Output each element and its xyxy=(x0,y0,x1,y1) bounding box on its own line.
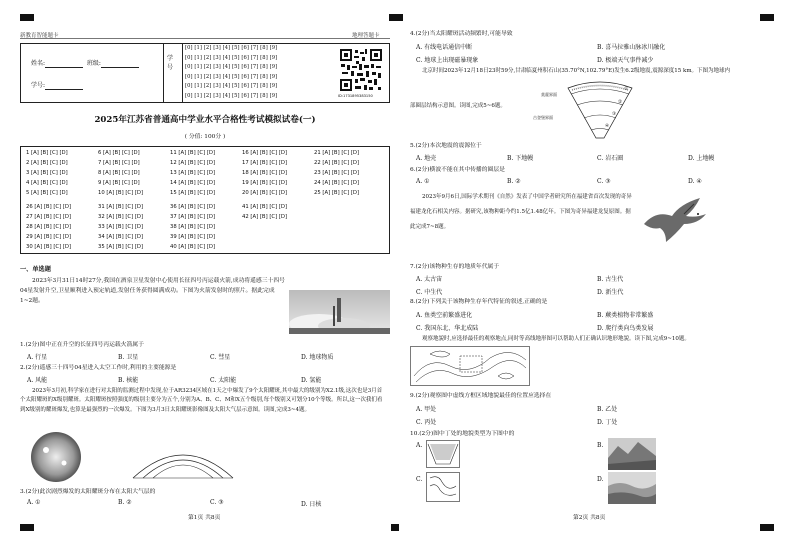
answer-bubble-row[interactable]: 4 [A] [B] [C] [D] xyxy=(26,180,68,186)
answer-bubble-row[interactable]: 39 [A] [B] [C] [D] xyxy=(170,234,216,240)
section-heading: 一、单选题 xyxy=(20,266,51,273)
name-label: 姓名: xyxy=(31,60,46,67)
layer-2-label: ② xyxy=(618,100,623,105)
digit-row[interactable]: [0] [1] [2] [3] [4] [5] [6] [7] [8] [9] xyxy=(185,83,278,90)
answer-bubble-row[interactable]: 3 [A] [B] [C] [D] xyxy=(26,170,68,176)
answer-bubble-grid[interactable] xyxy=(20,146,390,254)
digit-row[interactable]: [0] [1] [2] [3] [4] [5] [6] [7] [8] [9] xyxy=(185,45,278,51)
q8-option-d[interactable]: D. 爬行类向鸟类发展 xyxy=(597,325,654,332)
answer-bubble-row[interactable]: 1 [A] [B] [C] [D] xyxy=(26,150,68,156)
question-4: 4.(2分)当太阳耀斑活动频繁时,可能导致 xyxy=(410,31,513,37)
q6-option-c[interactable]: C. ③ xyxy=(597,178,611,185)
question-8: 8.(2分)下列关于该物种生存年代特征的叙述,正确的是 xyxy=(410,299,548,305)
exam-no-label: 学号: xyxy=(31,82,46,89)
exam-no-field[interactable] xyxy=(45,83,83,90)
q5-option-b[interactable]: B. 下地幔 xyxy=(507,155,534,162)
q4-option-c[interactable]: C. 地球上出现磁暴现象 xyxy=(416,57,479,64)
answer-bubble-row[interactable]: 28 [A] [B] [C] [D] xyxy=(26,224,72,230)
question-6: 6.(2分)横波不能在其中传播的圈层是 xyxy=(410,167,505,173)
registration-mark-bottom-left xyxy=(20,524,34,531)
q10-option-d[interactable]: D. xyxy=(597,476,604,483)
answer-bubble-row[interactable]: 7 [A] [B] [C] [D] xyxy=(98,160,140,166)
q1-option-b[interactable]: B. 卫星 xyxy=(118,354,139,361)
q6-option-a[interactable]: A. ① xyxy=(416,178,430,185)
q6-option-b[interactable]: B. ② xyxy=(507,178,521,185)
name-field[interactable] xyxy=(45,61,83,68)
q8-option-b[interactable]: B. 蕨类植物非常繁盛 xyxy=(597,312,654,319)
solar-flare-image xyxy=(20,430,92,484)
passage-solar-flare: 2023年3月初,科学家在进行对太阳的监测过程中发现,位于AR3234区域在1天之中爆发了9个太阳耀斑,其中最大的级别为X2.1级,这次也是3月首个太阳耀斑的X级别耀斑。太阳耀斑按照强度的级别主要分为五个,分别为A、B、C、M和X五个级别,每个级别又可划分10个等级。所以,这一次我们看到X级别的耀斑爆发,也算是最强烈的一次爆发。下图为3月3日太阳耀斑影像图及太阳大气层示意图。读图,完成3~4题。 xyxy=(20,388,383,413)
answer-bubble-row[interactable]: 35 [A] [B] [C] [D] xyxy=(98,244,144,250)
layer-1-label: ① xyxy=(624,87,629,92)
student-number-bubbles[interactable] xyxy=(185,44,277,102)
q3-option-b[interactable]: B. ② xyxy=(118,499,132,506)
q7-option-c[interactable]: C. 中生代 xyxy=(416,289,443,296)
passage-rocket: 2023年3月31日14时27分,我国在酒泉卫星发射中心使用长征四号丙运载火箭,成功将遥感三十四号04星发射升空,卫星顺利进入预定轨道,发射任务获得圆满成功。下图为火箭发射时的照片。据此完成1~2题。 xyxy=(20,278,285,304)
header-divider xyxy=(20,38,390,39)
q5-option-a[interactable]: A. 地壳 xyxy=(416,155,437,162)
q8-option-c[interactable]: C. 我国东北、华北成陆 xyxy=(416,325,479,332)
answer-bubble-row[interactable]: 34 [A] [B] [C] [D] xyxy=(98,234,144,240)
q4-option-b[interactable]: B. 喜马拉雅山脉冰川融化 xyxy=(597,44,666,51)
q2-option-a[interactable]: A. 风能 xyxy=(27,377,48,384)
answer-bubble-row[interactable]: 16 [A] [B] [C] [D] xyxy=(242,150,288,156)
q5-option-c[interactable]: C. 岩石圈 xyxy=(597,155,624,162)
answer-bubble-row[interactable]: 29 [A] [B] [C] [D] xyxy=(26,234,72,240)
registration-mark-top-right xyxy=(760,14,774,21)
fujianvenator-image xyxy=(636,192,714,248)
question-9: 9.(2分)观察图中虚线方框区域地貌最佳的位置应选择在 xyxy=(410,393,552,399)
q3-option-c[interactable]: C. ③ xyxy=(210,499,224,506)
answer-bubble-row[interactable]: 17 [A] [B] [C] [D] xyxy=(242,160,288,166)
q2-option-c[interactable]: C. 太阳能 xyxy=(210,377,237,384)
header-right-label: 地理答题卡 xyxy=(352,33,380,39)
answer-bubble-row[interactable]: 13 [A] [B] [C] [D] xyxy=(170,170,216,176)
q7-option-a[interactable]: A. 太古宙 xyxy=(416,276,443,283)
page-2-footer: 第2页 共8页 xyxy=(573,515,606,521)
digit-row[interactable]: [0] [1] [2] [3] [4] [5] [6] [7] [8] [9] xyxy=(185,92,278,99)
qr-code xyxy=(339,48,383,92)
option-c-diagram xyxy=(426,472,460,502)
passage-landform: 观察地貌时,应选择最佳的观察地点,同时等高线地形图可以帮助人们正确认识地形地貌。读下图,完成9~10题。 xyxy=(422,336,690,342)
q9-option-a[interactable]: A. 甲处 xyxy=(416,406,437,413)
q9-option-d[interactable]: D. 丁处 xyxy=(597,419,618,426)
question-3: 3.(2分)此次剧烈爆发的太阳耀斑分布在太阳大气层的 xyxy=(20,489,156,495)
q7-option-d[interactable]: D. 新生代 xyxy=(597,289,624,296)
answer-bubble-row[interactable]: 21 [A] [B] [C] [D] xyxy=(314,150,360,156)
q2-option-b[interactable]: B. 核能 xyxy=(118,377,139,384)
page-1-footer: 第1页 共8页 xyxy=(188,515,221,521)
q9-option-c[interactable]: C. 丙处 xyxy=(416,419,437,426)
digit-row[interactable]: [0] [1] [2] [3] [4] [5] [6] [7] [8] [9] xyxy=(185,54,278,61)
header-left-label: 新教育智能题卡 xyxy=(20,33,59,39)
q5-option-d[interactable]: D. 上地幔 xyxy=(688,155,715,162)
answer-bubble-row[interactable]: 22 [A] [B] [C] [D] xyxy=(314,160,360,166)
q6-option-d[interactable]: D. ④ xyxy=(688,178,702,185)
passage-earthquake-b: 部圈层结构示意图。读图,完成5~6题。 xyxy=(410,103,506,109)
q1-option-a[interactable]: A. 行星 xyxy=(27,354,48,361)
answer-bubble-row[interactable]: 31 [A] [B] [C] [D] xyxy=(98,204,144,210)
answer-bubble-row[interactable]: 26 [A] [B] [C] [D] xyxy=(26,204,72,210)
answer-bubble-row[interactable]: 5 [A] [B] [C] [D] xyxy=(26,190,68,196)
answer-bubble-row[interactable]: 27 [A] [B] [C] [D] xyxy=(26,214,72,220)
registration-mark-bottom-right xyxy=(760,524,774,531)
answer-bubble-row[interactable]: 36 [A] [B] [C] [D] xyxy=(170,204,216,210)
q1-option-c[interactable]: C. 彗星 xyxy=(210,354,231,361)
q10-option-b[interactable]: B. xyxy=(597,442,604,449)
q7-option-b[interactable]: B. 古生代 xyxy=(597,276,624,283)
q8-option-a[interactable]: A. 鱼类空前繁盛进化 xyxy=(416,312,473,319)
question-1: 1.(2分)图中正在升空的长征四号丙运载火箭属于 xyxy=(20,342,144,348)
registration-mark-top-left xyxy=(20,14,34,21)
answer-bubble-row[interactable]: 19 [A] [B] [C] [D] xyxy=(242,180,288,186)
answer-bubble-row[interactable]: 8 [A] [B] [C] [D] xyxy=(98,170,140,176)
q10-option-c[interactable]: C. xyxy=(416,476,423,483)
qr-caption: ID:1731895383150 xyxy=(338,94,373,98)
student-info-card xyxy=(20,43,390,103)
moho-label: 莫霍界面 xyxy=(541,92,557,97)
answer-bubble-row[interactable]: 41 [A] [B] [C] [D] xyxy=(242,204,288,210)
q9-option-b[interactable]: B. 乙处 xyxy=(597,406,618,413)
answer-bubble-row[interactable]: 11 [A] [B] [C] [D] xyxy=(170,150,216,156)
passage-earthquake-a: 北京时间2023年12月18日23时59分,甘肃临夏州积石山(35.70°N,102.79°E)发生6.2级地震,震源深度15 km。下图为地球内 xyxy=(422,68,731,74)
registration-mark-top-mid xyxy=(389,14,403,21)
answer-bubble-row[interactable]: 25 [A] [B] [C] [D] xyxy=(314,190,360,196)
answer-bubble-row[interactable]: 24 [A] [B] [C] [D] xyxy=(314,180,360,186)
layer-4-label: ④ xyxy=(605,124,610,129)
answer-bubble-row[interactable]: 23 [A] [B] [C] [D] xyxy=(314,170,360,176)
question-10: 10.(2分)图中丁处的地貌类型为下图中的 xyxy=(410,431,515,437)
class-field[interactable] xyxy=(101,61,139,68)
digit-row[interactable]: [0] [1] [2] [3] [4] [5] [6] [7] [8] [9] xyxy=(185,73,278,80)
contour-map xyxy=(410,346,530,386)
gutenberg-label: 古登堡界面 xyxy=(533,115,553,120)
q3-option-d[interactable]: D. 日核 xyxy=(301,501,322,508)
question-7: 7.(2分)该物种生存的地质年代属于 xyxy=(410,264,500,270)
digit-row[interactable]: [0] [1] [2] [3] [4] [5] [6] [7] [8] [9] xyxy=(185,64,278,71)
q4-option-a[interactable]: A. 有线电话通信中断 xyxy=(416,44,473,51)
answer-bubble-row[interactable]: 30 [A] [B] [C] [D] xyxy=(26,244,72,250)
passage-dinosaur: 2023年9月6日,国际学术期刊《自然》发表了中国学者研究所在福建省首次发现的奇异福建龙化石相关内容。据研究,该物种距今约1.5亿1.48亿年。下图为奇异福建龙复原图。据此完成7~8题。 xyxy=(410,194,632,230)
answer-bubble-row[interactable]: 32 [A] [B] [C] [D] xyxy=(98,214,144,220)
page-title: 2025年江苏省普通高中学业水平合格性考试模拟试卷(一) xyxy=(94,115,316,125)
rocket-launch-photo xyxy=(289,290,390,334)
answer-bubble-row[interactable]: 14 [A] [B] [C] [D] xyxy=(170,180,216,186)
question-2: 2.(2分)遥感三十四号04星进入太空工作时,利用的主要能源是 xyxy=(20,365,177,371)
answer-bubble-row[interactable]: 9 [A] [B] [C] [D] xyxy=(98,180,140,186)
answer-bubble-row[interactable]: 10 [A] [B] [C] [D] xyxy=(98,190,144,196)
q10-option-a[interactable]: A. xyxy=(416,442,423,449)
answer-bubble-row[interactable]: 15 [A] [B] [C] [D] xyxy=(170,190,216,196)
q1-option-d[interactable]: D. 地球物质 xyxy=(301,354,334,361)
answer-bubble-row[interactable]: 37 [A] [B] [C] [D] xyxy=(170,214,216,220)
answer-bubble-row[interactable]: 42 [A] [B] [C] [D] xyxy=(242,214,288,220)
answer-bubble-row[interactable]: 18 [A] [B] [C] [D] xyxy=(242,170,288,176)
xuehao-vertical-label: 学号 xyxy=(167,55,174,71)
answer-bubble-row[interactable]: 2 [A] [B] [C] [D] xyxy=(26,160,68,166)
option-a-diagram xyxy=(426,440,460,468)
answer-bubble-row[interactable]: 33 [A] [B] [C] [D] xyxy=(98,224,144,230)
registration-mark-bottom-mid xyxy=(391,524,399,531)
q4-option-d[interactable]: D. 极端天气事件减少 xyxy=(597,57,654,64)
answer-bubble-row[interactable]: 20 [A] [B] [C] [D] xyxy=(242,190,288,196)
score-note: ( 分值: 100分 ) xyxy=(184,134,226,140)
option-b-photo xyxy=(608,438,656,470)
class-label: 班级: xyxy=(86,60,101,67)
option-d-photo xyxy=(608,472,656,504)
layer-3-label: ③ xyxy=(612,112,617,117)
answer-bubble-row[interactable]: 6 [A] [B] [C] [D] xyxy=(98,150,140,156)
solar-atmosphere-diagram xyxy=(128,440,238,480)
answer-bubble-row[interactable]: 40 [A] [B] [C] [D] xyxy=(170,244,216,250)
q2-option-d[interactable]: D. 氢能 xyxy=(301,377,322,384)
q3-option-a[interactable]: A. ① xyxy=(27,499,41,506)
question-5: 5.(2分)本次地震的震源位于 xyxy=(410,143,482,149)
answer-bubble-row[interactable]: 38 [A] [B] [C] [D] xyxy=(170,224,216,230)
answer-bubble-row[interactable]: 12 [A] [B] [C] [D] xyxy=(170,160,216,166)
